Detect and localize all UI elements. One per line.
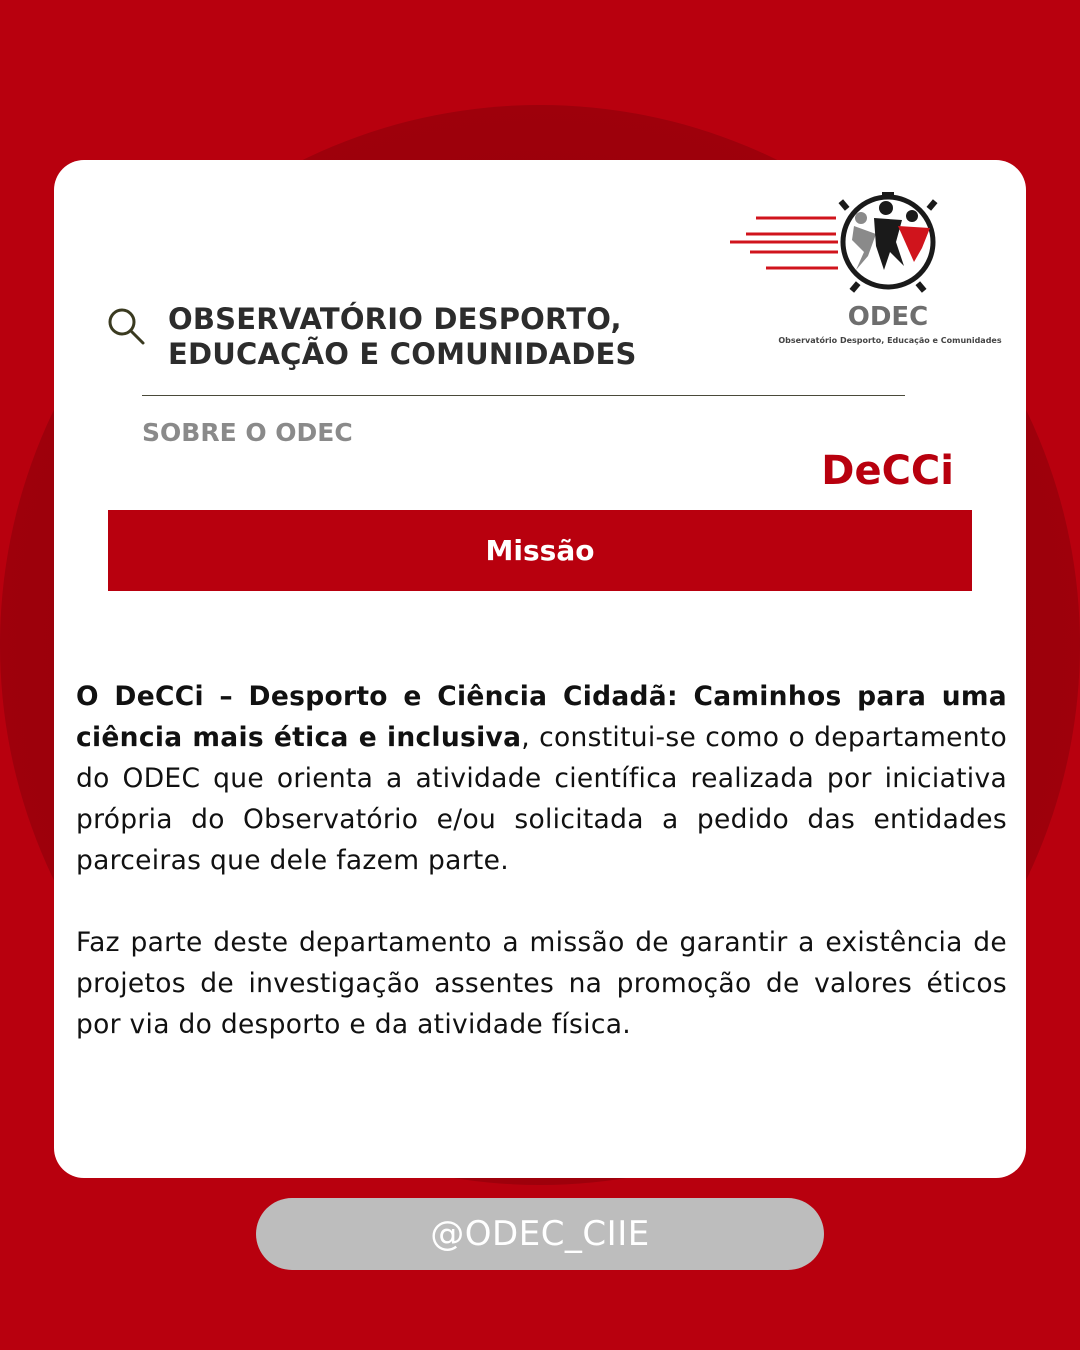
social-handle-badge[interactable] bbox=[256, 1198, 824, 1270]
department-name: DeCCi bbox=[821, 448, 954, 494]
paragraph-1-rest: , constitui-se como o departamento do ODEC que orienta a atividade científica realizada por iniciativa própria do Observatório e/ou solicitada a pedido das entidades parceiras que dele fazem parte. bbox=[76, 722, 1007, 876]
page-title: OBSERVATÓRIO DESPORTO, EDUCAÇÃO E COMUNIDADES bbox=[168, 302, 637, 371]
mission-banner-label: Missão bbox=[485, 534, 595, 567]
search-icon bbox=[106, 306, 146, 346]
paragraph-2: Faz parte deste departamento a missão de garantir a existência de projetos de investigação assentes na promoção de valores éticos por via do desporto e da atividade física. bbox=[76, 927, 1007, 1040]
content-card bbox=[54, 160, 1026, 1178]
logo-name: ODEC bbox=[847, 302, 929, 332]
body-text bbox=[76, 676, 1007, 1045]
mission-banner bbox=[108, 510, 972, 591]
social-handle: @ODEC_CIIE bbox=[430, 1214, 650, 1254]
logo-tagline: Observatório Desporto, Educação e Comunidades bbox=[778, 336, 1002, 345]
section-label: SOBRE O ODEC bbox=[142, 418, 353, 447]
paragraph-1-bold: O DeCCi – Desporto e Ciência Cidadã: Caminhos para uma ciência mais ética e inclusiva bbox=[76, 681, 1007, 753]
paragraph-1 bbox=[76, 676, 1007, 881]
divider bbox=[142, 395, 905, 396]
